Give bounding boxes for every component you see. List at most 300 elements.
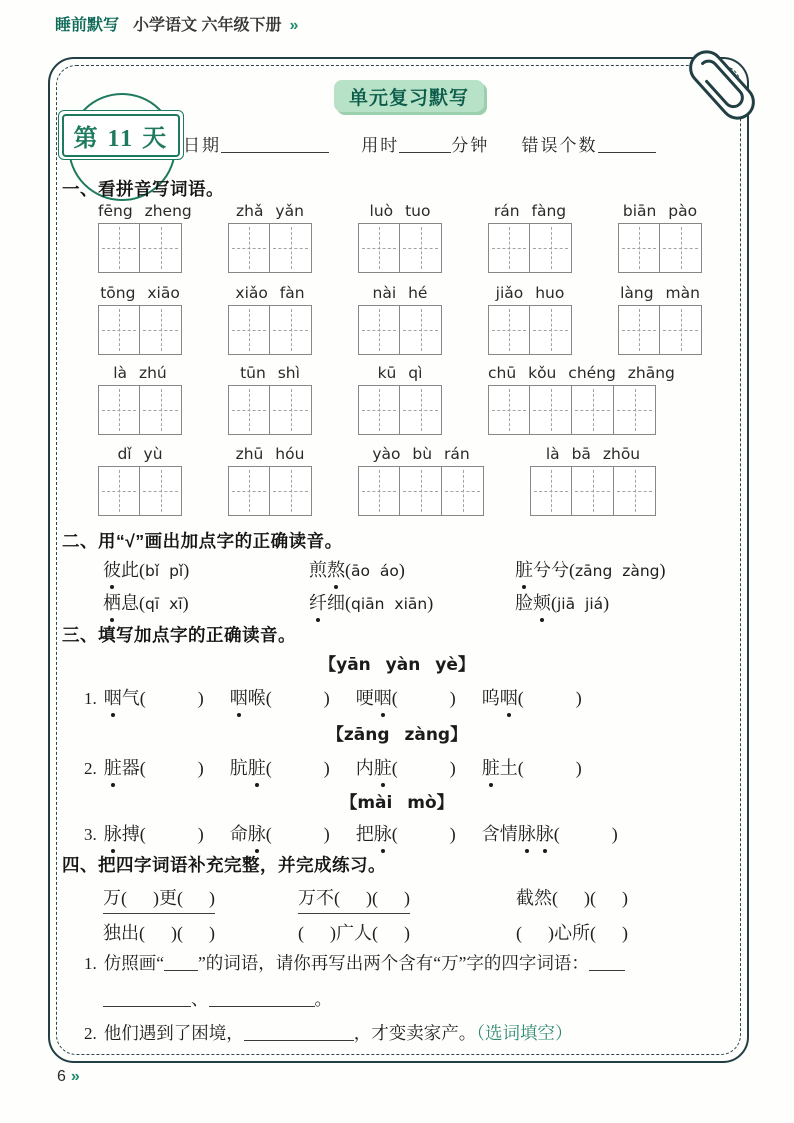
writing-cell[interactable] xyxy=(140,385,182,435)
emphasis-dot xyxy=(381,849,385,853)
writing-cell[interactable] xyxy=(270,385,312,435)
question-text: ，才变卖家产。 xyxy=(353,1023,477,1043)
emphasis-dot xyxy=(381,713,385,717)
writing-box xyxy=(358,305,442,355)
answer-blank[interactable] xyxy=(209,991,315,1007)
character: 脉 xyxy=(518,820,536,846)
paren-close: ) xyxy=(323,824,330,844)
pinyin-label: xiǎo fàn xyxy=(235,284,305,302)
writing-box-row xyxy=(98,305,702,355)
paren-open: ( xyxy=(590,888,596,908)
fill-reading-item xyxy=(104,758,204,778)
paren-open: ( xyxy=(517,688,524,708)
character: 脏 xyxy=(374,754,392,780)
fill-reading-row xyxy=(84,820,644,846)
writing-box xyxy=(228,223,312,273)
paren-open: ( xyxy=(177,888,183,908)
paren-close: ) xyxy=(427,593,434,613)
character: 土 xyxy=(499,758,518,778)
hint-note: （选词填空） xyxy=(476,1023,573,1043)
paren-open: ( xyxy=(265,688,272,708)
paren-close: ) xyxy=(622,923,628,943)
fill-reading-item xyxy=(230,758,330,778)
writing-cell[interactable] xyxy=(400,385,442,435)
reading-option-set: 【zāng zàng】 xyxy=(326,725,468,745)
question-text: 仿照画“ xyxy=(103,953,165,973)
writing-cell[interactable] xyxy=(618,223,660,273)
paren-close: ) xyxy=(366,888,372,908)
idiom-completion-item xyxy=(298,919,410,945)
reading-choice-row xyxy=(103,589,609,615)
pinyin-label: zhū hóu xyxy=(235,445,305,463)
cell-guide-hline xyxy=(102,330,136,331)
character: 煎 xyxy=(309,560,327,580)
writing-cell[interactable] xyxy=(358,223,400,273)
pinyin-options[interactable]: qī xī xyxy=(145,595,183,613)
error-count-label: 错误个数 xyxy=(521,136,598,155)
writing-cell[interactable] xyxy=(572,466,614,516)
writing-cell[interactable] xyxy=(358,466,400,516)
fill-reading-item xyxy=(104,688,204,708)
character: 情 xyxy=(499,824,518,844)
writing-box xyxy=(488,305,572,355)
fill-reading-item xyxy=(230,688,330,708)
character: 脉 xyxy=(536,820,554,846)
reading-choice-item xyxy=(309,556,515,582)
character: 脸 xyxy=(515,593,533,613)
dotted-word xyxy=(230,688,266,708)
paren-open: ( xyxy=(345,593,351,613)
character: 肮 xyxy=(229,758,248,778)
writing-cell[interactable] xyxy=(660,305,702,355)
dotted-word xyxy=(230,824,266,844)
writing-box xyxy=(228,466,312,516)
paren-close: ) xyxy=(584,888,590,908)
character: 脉 xyxy=(104,820,122,846)
idiom-text: 万 xyxy=(103,888,121,908)
date-label: 日期 xyxy=(183,136,221,155)
dotted-word xyxy=(309,593,345,613)
character: 纤 xyxy=(309,589,327,615)
paren-close: ) xyxy=(404,923,410,943)
pinyin-grid-row xyxy=(98,282,702,355)
dotted-word xyxy=(515,593,551,613)
paren-close: ) xyxy=(575,758,582,778)
paren-close: ) xyxy=(153,888,159,908)
pinyin-options[interactable]: qiān xiān xyxy=(351,595,428,613)
dotted-word xyxy=(515,560,569,580)
dotted-word xyxy=(230,758,266,778)
paren-open: ( xyxy=(139,593,145,613)
dotted-word xyxy=(309,560,345,580)
pinyin-label: làng màn xyxy=(620,284,700,302)
character: 脏 xyxy=(515,556,533,582)
cell-guide-hline xyxy=(362,410,396,411)
writing-cell[interactable] xyxy=(614,385,656,435)
pinyin-label-row xyxy=(98,443,656,466)
writing-cell[interactable] xyxy=(442,466,484,516)
writing-cell[interactable] xyxy=(618,305,660,355)
character: 咽 xyxy=(374,684,392,710)
character: 颊 xyxy=(533,589,551,615)
paren-open: ( xyxy=(516,923,522,943)
writing-cell[interactable] xyxy=(530,305,572,355)
writing-cell[interactable] xyxy=(400,305,442,355)
writing-box-row xyxy=(98,223,702,273)
character: 命 xyxy=(229,824,248,844)
page-footer xyxy=(57,1068,80,1086)
cell-guide-hline xyxy=(143,491,178,492)
dotted-word xyxy=(104,758,140,778)
character: 兮 xyxy=(551,560,569,580)
emphasis-dot xyxy=(507,713,511,717)
paren-open: ( xyxy=(298,923,304,943)
emphasis-dot xyxy=(111,849,115,853)
section2-heading: 二、用“√”画出加点字的正确读音。 xyxy=(62,531,343,551)
date-blank[interactable] xyxy=(221,137,329,153)
idiom-text: 心所 xyxy=(554,923,590,943)
reading-choice-item xyxy=(103,556,309,582)
paren-open: ( xyxy=(391,758,398,778)
cell-guide-hline xyxy=(143,248,178,249)
time-label: 用时 xyxy=(361,136,400,155)
idiom-text: 更 xyxy=(159,888,177,908)
section4-heading: 四、把四字词语补充完整，并完成练习。 xyxy=(62,855,386,875)
idiom-completion-item xyxy=(103,919,215,945)
day-badge xyxy=(58,110,184,160)
emphasis-dot xyxy=(381,783,385,787)
writing-cell[interactable] xyxy=(98,466,140,516)
cell-guide-hline xyxy=(143,410,178,411)
character: 彼 xyxy=(103,556,121,582)
writing-cell[interactable] xyxy=(98,223,140,273)
cell-guide-hline xyxy=(362,491,396,492)
item-number: 3. xyxy=(84,825,97,844)
character: 脉 xyxy=(248,820,266,846)
writing-box xyxy=(488,223,572,273)
cell-guide-hline xyxy=(273,410,308,411)
cell-guide-hline xyxy=(273,330,308,331)
day-badge-label: 第 11 天 xyxy=(62,114,181,157)
writing-cell[interactable] xyxy=(140,223,182,273)
paren-open: ( xyxy=(552,888,558,908)
character: 咽 xyxy=(230,684,248,710)
writing-cell[interactable] xyxy=(228,385,270,435)
answer-blank[interactable] xyxy=(103,991,191,1007)
series-title: 睡前默写 xyxy=(55,17,120,34)
idiom-text: 截然 xyxy=(516,888,552,908)
item-number: 1. xyxy=(84,689,97,708)
writing-box xyxy=(618,223,702,273)
writing-cell[interactable] xyxy=(488,223,530,273)
pinyin-label: là bā zhōu xyxy=(545,445,641,463)
pinyin-label: rán fàng xyxy=(493,202,567,220)
paren-open: ( xyxy=(139,824,146,844)
reading-option-set: 【yān yàn yè】 xyxy=(319,655,475,675)
writing-box xyxy=(530,466,656,516)
page-number: 6 xyxy=(57,1068,66,1085)
writing-cell[interactable] xyxy=(98,305,140,355)
pinyin-options[interactable]: jiā jiá xyxy=(557,595,604,613)
paren-open: ( xyxy=(551,593,557,613)
emphasis-dot xyxy=(110,618,114,622)
answer-blank[interactable] xyxy=(589,955,625,971)
character: 呜 xyxy=(481,688,500,708)
paren-close: ) xyxy=(197,824,204,844)
cell-guide-hline xyxy=(492,248,526,249)
character: 器 xyxy=(121,758,140,778)
cell-guide-hline xyxy=(232,248,266,249)
writing-cell[interactable] xyxy=(488,385,530,435)
character: 搏 xyxy=(121,824,140,844)
paren-close: ) xyxy=(209,888,215,908)
writing-cell[interactable] xyxy=(98,385,140,435)
paren-close: ) xyxy=(548,923,554,943)
dotted-word xyxy=(104,688,140,708)
fill-reading-item xyxy=(482,688,582,708)
cell-guide-hline xyxy=(102,248,136,249)
character: 栖 xyxy=(103,589,121,615)
writing-cell[interactable] xyxy=(270,305,312,355)
chevrons-right-icon: » xyxy=(289,17,299,34)
answer-blank[interactable] xyxy=(164,955,198,971)
writing-cell[interactable] xyxy=(270,223,312,273)
character: 喉 xyxy=(247,688,266,708)
character: 此 xyxy=(121,560,139,580)
character: 气 xyxy=(121,688,140,708)
cell-guide-hline xyxy=(663,330,698,331)
writing-cell[interactable] xyxy=(660,223,702,273)
cell-guide-hline xyxy=(663,248,698,249)
writing-box xyxy=(228,385,312,435)
paren-close: ) xyxy=(197,688,204,708)
pinyin-grid-row xyxy=(98,362,675,435)
book-title: 小学语文 六年级下册 xyxy=(133,17,282,34)
character: 咽 xyxy=(104,684,122,710)
reading-option-set: 【mài mò】 xyxy=(340,793,454,813)
paren-close: ) xyxy=(182,593,189,613)
paren-close: ) xyxy=(209,923,215,943)
paren-open: ( xyxy=(590,923,596,943)
section1-heading: 一、看拼音写词语。 xyxy=(62,179,224,199)
character: 脉 xyxy=(374,820,392,846)
fill-reading-item xyxy=(230,824,330,844)
character: 息 xyxy=(121,593,139,613)
idiom-completion-item xyxy=(103,884,215,914)
paren-open: ( xyxy=(265,824,272,844)
pinyin-label: kū qì xyxy=(377,364,423,382)
fill-reading-item xyxy=(104,824,204,844)
writing-cell[interactable] xyxy=(358,305,400,355)
pinyin-label: tūn shì xyxy=(240,364,300,382)
paren-open: ( xyxy=(553,824,560,844)
character: 把 xyxy=(355,824,374,844)
paren-open: ( xyxy=(372,923,378,943)
paren-close: ) xyxy=(323,688,330,708)
character: 内 xyxy=(355,758,374,778)
reading-choice-row xyxy=(103,556,666,582)
emphasis-dot xyxy=(540,618,544,622)
pinyin-grid-row xyxy=(98,200,702,273)
writing-cell[interactable] xyxy=(140,305,182,355)
cell-guide-hline xyxy=(533,410,568,411)
writing-cell[interactable] xyxy=(228,305,270,355)
exercise-question xyxy=(84,1020,573,1045)
character: 脏 xyxy=(248,754,266,780)
paren-open: ( xyxy=(334,888,340,908)
paren-close: ) xyxy=(197,758,204,778)
cell-guide-hline xyxy=(273,248,308,249)
paren-close: ) xyxy=(622,888,628,908)
paren-open: ( xyxy=(391,824,398,844)
character: 脏 xyxy=(104,754,122,780)
chevrons-right-icon: » xyxy=(70,1068,80,1085)
question-text: 。 xyxy=(314,989,332,1009)
writing-cell[interactable] xyxy=(572,385,614,435)
paren-open: ( xyxy=(177,923,183,943)
paren-close: ) xyxy=(398,560,405,580)
cell-guide-hline xyxy=(575,491,610,492)
paren-close: ) xyxy=(183,560,190,580)
pinyin-options[interactable]: bǐ pǐ xyxy=(145,562,184,580)
dotted-word xyxy=(482,758,518,778)
paren-close: ) xyxy=(449,688,456,708)
reading-choice-item xyxy=(515,556,666,582)
writing-box xyxy=(228,305,312,355)
paren-open: ( xyxy=(265,758,272,778)
pinyin-label: chū kǒu chéng zhāng xyxy=(488,364,675,382)
fill-reading-item xyxy=(356,758,456,778)
writing-box xyxy=(98,466,182,516)
exercise-question xyxy=(103,986,332,1011)
cell-guide-hline xyxy=(403,248,438,249)
paren-close: ) xyxy=(603,593,610,613)
cell-guide-hline xyxy=(362,248,396,249)
pinyin-label-row xyxy=(98,200,702,223)
paren-close: ) xyxy=(659,560,666,580)
writing-cell[interactable] xyxy=(358,385,400,435)
character: 哽 xyxy=(355,688,374,708)
paren-open: ( xyxy=(391,688,398,708)
paren-open: ( xyxy=(139,923,145,943)
emphasis-dot xyxy=(543,849,547,853)
dotted-word xyxy=(103,560,139,580)
writing-cell[interactable] xyxy=(530,466,572,516)
unit-title-badge: 单元复习默写 xyxy=(334,80,484,112)
top-header xyxy=(55,12,298,35)
pinyin-label: yào bù rán xyxy=(372,445,470,463)
writing-cell[interactable] xyxy=(530,223,572,273)
cell-guide-hline xyxy=(445,491,480,492)
writing-cell[interactable] xyxy=(488,305,530,355)
emphasis-dot xyxy=(111,713,115,717)
paren-open: ( xyxy=(372,888,378,908)
reading-choice-item xyxy=(515,589,609,615)
fill-reading-item xyxy=(482,824,618,844)
writing-box xyxy=(98,223,182,273)
pinyin-label: là zhú xyxy=(113,364,167,382)
cell-guide-hline xyxy=(232,330,266,331)
dotted-word xyxy=(104,824,140,844)
cell-guide-hline xyxy=(143,330,178,331)
question-text: ”的词语，请你再写出两个含有“万”字的四字词语： xyxy=(198,953,589,973)
paren-open: ( xyxy=(139,560,145,580)
paren-close: ) xyxy=(404,888,410,908)
idiom-completion-item xyxy=(516,919,628,945)
cell-guide-hline xyxy=(622,248,656,249)
cell-guide-hline xyxy=(492,330,526,331)
cell-guide-hline xyxy=(403,330,438,331)
writing-box xyxy=(488,385,656,435)
writing-cell[interactable] xyxy=(228,466,270,516)
writing-cell[interactable] xyxy=(228,223,270,273)
cell-guide-hline xyxy=(403,410,438,411)
dotted-word xyxy=(356,688,392,708)
character: 熬 xyxy=(327,556,345,582)
cell-guide-hline xyxy=(232,410,266,411)
character: 脏 xyxy=(482,754,500,780)
writing-cell[interactable] xyxy=(400,466,442,516)
paren-close: ) xyxy=(611,824,618,844)
character: 含 xyxy=(481,824,500,844)
pinyin-label: nài hé xyxy=(372,284,428,302)
answer-blank[interactable] xyxy=(244,1025,354,1041)
exercise-question xyxy=(84,950,625,975)
pinyin-label: tōng xiāo xyxy=(100,284,180,302)
paren-close: ) xyxy=(575,688,582,708)
writing-box-row xyxy=(98,466,656,516)
dotted-word xyxy=(482,824,554,844)
cell-guide-hline xyxy=(617,491,652,492)
writing-cell[interactable] xyxy=(270,466,312,516)
pinyin-label: biān pào xyxy=(622,202,698,220)
dotted-word xyxy=(482,688,518,708)
writing-box xyxy=(98,385,182,435)
emphasis-dot xyxy=(525,849,529,853)
idiom-text: 广人 xyxy=(336,923,372,943)
writing-box xyxy=(98,305,182,355)
writing-cell[interactable] xyxy=(530,385,572,435)
fill-reading-item xyxy=(482,758,582,778)
idiom-completion-item xyxy=(298,884,410,914)
character: 细 xyxy=(327,593,345,613)
character: 兮 xyxy=(533,560,551,580)
pinyin-label: luò tuo xyxy=(369,202,431,220)
item-number: 2. xyxy=(84,759,97,778)
paren-close: ) xyxy=(449,824,456,844)
paren-close: ) xyxy=(171,923,177,943)
pinyin-label: dǐ yù xyxy=(117,445,163,463)
fill-reading-item xyxy=(356,688,456,708)
error-count-blank[interactable] xyxy=(598,137,656,153)
writing-cell[interactable] xyxy=(140,466,182,516)
paren-open: ( xyxy=(121,888,127,908)
cell-guide-hline xyxy=(403,491,438,492)
time-blank[interactable] xyxy=(399,137,451,153)
question-number: 1. xyxy=(84,954,97,973)
cell-guide-hline xyxy=(622,330,656,331)
question-number: 2. xyxy=(84,1024,97,1043)
fill-reading-row xyxy=(84,754,608,780)
question-text: 、 xyxy=(191,989,209,1009)
writing-box xyxy=(358,223,442,273)
pinyin-options[interactable]: zāng zàng xyxy=(575,562,660,580)
pinyin-options[interactable]: āo áo xyxy=(351,562,399,580)
emphasis-dot xyxy=(237,713,241,717)
question-text: 他们遇到了困境， xyxy=(103,1023,244,1043)
writing-cell[interactable] xyxy=(400,223,442,273)
writing-cell[interactable] xyxy=(614,466,656,516)
